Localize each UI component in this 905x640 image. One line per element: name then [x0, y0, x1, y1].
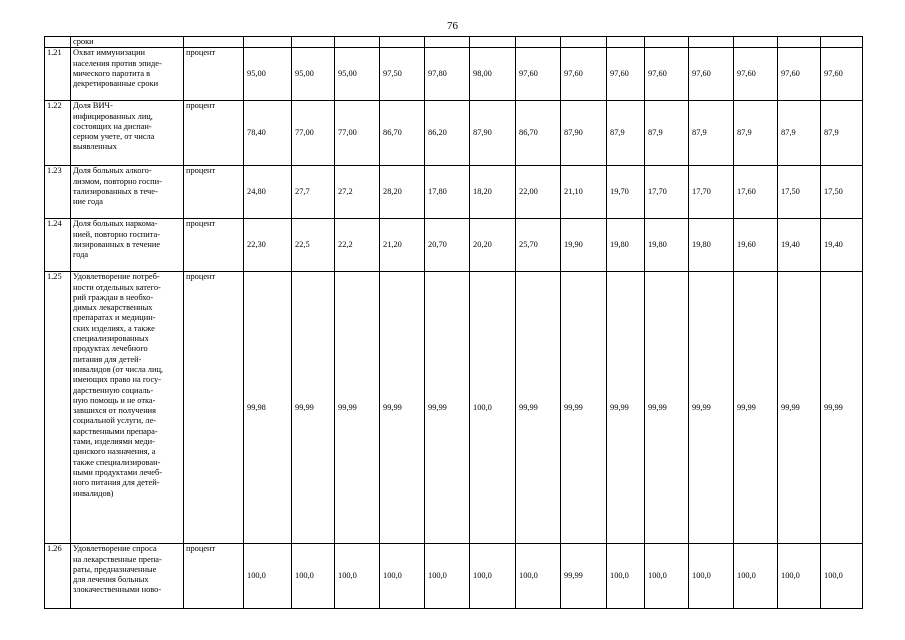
- value-cell: 77,00: [335, 101, 380, 166]
- indicator-name-line: сроки: [73, 37, 94, 46]
- indicator-name-line: рий граждан в необхо-: [73, 292, 154, 302]
- value-cell: [645, 37, 689, 48]
- value-cell: 97,60: [645, 48, 689, 101]
- row-number: 1.25: [45, 272, 71, 544]
- indicator-name-line: тализированных в тече-: [73, 186, 158, 196]
- row-number: 1.26: [45, 544, 71, 609]
- value-cell: 22,00: [516, 166, 561, 219]
- value-cell: 100,0: [607, 544, 645, 609]
- indicator-name: [71, 544, 184, 609]
- value-cell: 100,0: [645, 544, 689, 609]
- indicator-name-line: карственными препара-: [73, 426, 158, 436]
- unit-cell: [184, 37, 244, 48]
- value-cell: 22,5: [292, 219, 335, 272]
- indicator-name-line: инвалидов): [73, 488, 114, 498]
- indicator-name-line: для лечения больных: [73, 575, 149, 585]
- value-cell: [778, 37, 821, 48]
- value-cell: 100,0: [734, 544, 778, 609]
- indicator-name-line: димых лекарственных: [73, 303, 153, 313]
- value-cell: 100,0: [516, 544, 561, 609]
- value-cell: 100,0: [821, 544, 863, 609]
- row-number: 1.24: [45, 219, 71, 272]
- indicator-name-line: ности отдельных катего-: [73, 282, 161, 292]
- value-cell: 87,90: [470, 101, 516, 166]
- unit-cell: процент: [184, 544, 244, 609]
- table-row: [45, 101, 863, 166]
- value-cell: 17,50: [778, 166, 821, 219]
- indicator-name-line: Удовлетворение потреб-: [73, 272, 160, 282]
- value-cell: 77,00: [292, 101, 335, 166]
- value-cell: 87,9: [821, 101, 863, 166]
- table-body: [45, 37, 863, 609]
- value-cell: 18,20: [470, 166, 516, 219]
- value-cell: 100,0: [778, 544, 821, 609]
- value-cell: 97,60: [689, 48, 734, 101]
- table-row: [45, 48, 863, 101]
- indicator-name-line: инфицированных лиц,: [73, 111, 153, 121]
- value-cell: 97,60: [516, 48, 561, 101]
- value-cell: 22,2: [335, 219, 380, 272]
- indicator-name-line: нией, повторно госпита-: [73, 229, 161, 239]
- value-cell: [292, 37, 335, 48]
- indicator-name: [71, 219, 184, 272]
- indicator-name-line: выявленных: [73, 142, 117, 152]
- value-cell: 99,99: [821, 272, 863, 544]
- value-cell: 19,80: [689, 219, 734, 272]
- value-cell: 100,0: [292, 544, 335, 609]
- value-cell: 21,20: [380, 219, 425, 272]
- value-cell: 19,40: [821, 219, 863, 272]
- value-cell: 98,00: [470, 48, 516, 101]
- row-number: [45, 37, 71, 48]
- value-cell: 22,30: [244, 219, 292, 272]
- indicator-name: [71, 37, 184, 48]
- value-cell: 17,80: [425, 166, 470, 219]
- value-cell: 19,60: [734, 219, 778, 272]
- indicator-name-line: года: [73, 250, 89, 260]
- value-cell: [425, 37, 470, 48]
- value-cell: 20,70: [425, 219, 470, 272]
- indicator-name-line: продуктах лечебного: [73, 344, 148, 354]
- value-cell: [607, 37, 645, 48]
- indicator-name: [71, 166, 184, 219]
- value-cell: [516, 37, 561, 48]
- indicator-name-line: декретированные сроки: [73, 79, 159, 89]
- value-cell: 86,20: [425, 101, 470, 166]
- indicator-name-line: мического паротита в: [73, 68, 151, 78]
- indicators-table: [44, 36, 863, 609]
- value-cell: 17,70: [689, 166, 734, 219]
- value-cell: 97,50: [380, 48, 425, 101]
- value-cell: 97,60: [561, 48, 607, 101]
- value-cell: 17,50: [821, 166, 863, 219]
- row-number: 1.21: [45, 48, 71, 101]
- value-cell: 99,99: [734, 272, 778, 544]
- indicator-name-line: тами, изделиями меди-: [73, 437, 155, 447]
- value-cell: 87,9: [689, 101, 734, 166]
- indicator-name-line: серном учете, от числа: [73, 132, 155, 142]
- value-cell: 19,70: [607, 166, 645, 219]
- indicator-name-line: Охват иммунизации: [73, 48, 146, 58]
- indicator-name-line: специализированных: [73, 334, 149, 344]
- value-cell: 100,0: [335, 544, 380, 609]
- value-cell: 97,60: [734, 48, 778, 101]
- value-cell: [380, 37, 425, 48]
- value-cell: 19,80: [607, 219, 645, 272]
- table-row: [45, 219, 863, 272]
- value-cell: 99,99: [292, 272, 335, 544]
- indicator-name-line: социальной услуги, ле-: [73, 416, 156, 426]
- indicator-name: [71, 272, 184, 544]
- value-cell: 86,70: [516, 101, 561, 166]
- indicator-name-line: ную помощь и не отка-: [73, 395, 156, 405]
- value-cell: 95,00: [244, 48, 292, 101]
- indicator-name-line: раты, предназначенные: [73, 564, 157, 574]
- value-cell: 99,99: [561, 544, 607, 609]
- unit-cell: процент: [184, 101, 244, 166]
- row-number: 1.22: [45, 101, 71, 166]
- value-cell: [734, 37, 778, 48]
- indicator-name-line: питания для детей-: [73, 354, 142, 364]
- indicator-name: [71, 48, 184, 101]
- value-cell: 87,9: [645, 101, 689, 166]
- value-cell: 97,80: [425, 48, 470, 101]
- indicator-name-line: ного питания для детей-: [73, 478, 160, 488]
- value-cell: 100,0: [425, 544, 470, 609]
- value-cell: 95,00: [292, 48, 335, 101]
- value-cell: 99,98: [244, 272, 292, 544]
- value-cell: 19,40: [778, 219, 821, 272]
- value-cell: 19,80: [645, 219, 689, 272]
- value-cell: 27,2: [335, 166, 380, 219]
- indicator-name-line: злокачественными ново-: [73, 585, 162, 595]
- value-cell: 21,10: [561, 166, 607, 219]
- value-cell: [561, 37, 607, 48]
- value-cell: 100,0: [470, 544, 516, 609]
- table-row: [45, 272, 863, 544]
- unit-cell: процент: [184, 272, 244, 544]
- value-cell: 87,9: [734, 101, 778, 166]
- value-cell: [821, 37, 863, 48]
- page-number: 76: [447, 20, 458, 32]
- value-cell: 19,90: [561, 219, 607, 272]
- value-cell: 99,99: [645, 272, 689, 544]
- value-cell: 87,9: [607, 101, 645, 166]
- value-cell: 99,99: [689, 272, 734, 544]
- value-cell: 99,99: [425, 272, 470, 544]
- value-cell: 99,99: [516, 272, 561, 544]
- value-cell: 99,99: [778, 272, 821, 544]
- unit-cell: процент: [184, 166, 244, 219]
- value-cell: 99,99: [561, 272, 607, 544]
- value-cell: 87,90: [561, 101, 607, 166]
- indicator-name-line: завшихся от получения: [73, 406, 157, 416]
- indicator-name-line: Удовлетворение спроса: [73, 544, 157, 554]
- value-cell: 24,80: [244, 166, 292, 219]
- indicator-name-line: состоящих на диспан-: [73, 121, 152, 131]
- indicator-name-line: цинского назначения, а: [73, 447, 156, 457]
- table-row: [45, 166, 863, 219]
- value-cell: 87,9: [778, 101, 821, 166]
- unit-cell: процент: [184, 219, 244, 272]
- value-cell: [244, 37, 292, 48]
- value-cell: 17,70: [645, 166, 689, 219]
- indicator-name-line: ских изделиях, а также: [73, 323, 155, 333]
- row-number: 1.23: [45, 166, 71, 219]
- value-cell: 78,40: [244, 101, 292, 166]
- value-cell: 100,0: [689, 544, 734, 609]
- indicator-name-line: также специализирован-: [73, 457, 161, 467]
- indicator-name-line: на лекарственные препа-: [73, 554, 162, 564]
- value-cell: 28,20: [380, 166, 425, 219]
- table-row: [45, 37, 863, 48]
- indicator-name-line: ными продуктами лечеб-: [73, 467, 163, 477]
- value-cell: [335, 37, 380, 48]
- indicator-name-line: Доля больных наркома-: [73, 219, 158, 229]
- value-cell: 17,60: [734, 166, 778, 219]
- indicator-name-line: дарственную социаль-: [73, 385, 154, 395]
- indicator-name-line: имеющих право на госу-: [73, 375, 162, 385]
- value-cell: 99,99: [380, 272, 425, 544]
- indicator-name-line: препаратах и медицин-: [73, 313, 156, 323]
- indicator-name-line: инвалидов (от числа лиц,: [73, 364, 164, 374]
- unit-cell: процент: [184, 48, 244, 101]
- value-cell: 100,0: [470, 272, 516, 544]
- value-cell: 97,60: [778, 48, 821, 101]
- indicator-name-line: населения против эпиде-: [73, 58, 162, 68]
- indicator-name-line: лизированных в течение: [73, 239, 161, 249]
- value-cell: [470, 37, 516, 48]
- value-cell: 97,60: [821, 48, 863, 101]
- value-cell: [689, 37, 734, 48]
- indicator-name: [71, 101, 184, 166]
- indicator-name-line: лизмом, повторно госпи-: [73, 176, 162, 186]
- value-cell: 86,70: [380, 101, 425, 166]
- value-cell: 99,99: [335, 272, 380, 544]
- value-cell: 99,99: [607, 272, 645, 544]
- value-cell: 20,20: [470, 219, 516, 272]
- value-cell: 97,60: [607, 48, 645, 101]
- indicator-name-line: Доля ВИЧ-: [73, 101, 113, 111]
- indicator-name-line: ние года: [73, 197, 103, 207]
- value-cell: 95,00: [335, 48, 380, 101]
- value-cell: 100,0: [380, 544, 425, 609]
- value-cell: 100,0: [244, 544, 292, 609]
- value-cell: 27,7: [292, 166, 335, 219]
- indicator-name-line: Доля больных алкого-: [73, 166, 152, 176]
- table-row: [45, 544, 863, 609]
- value-cell: 25,70: [516, 219, 561, 272]
